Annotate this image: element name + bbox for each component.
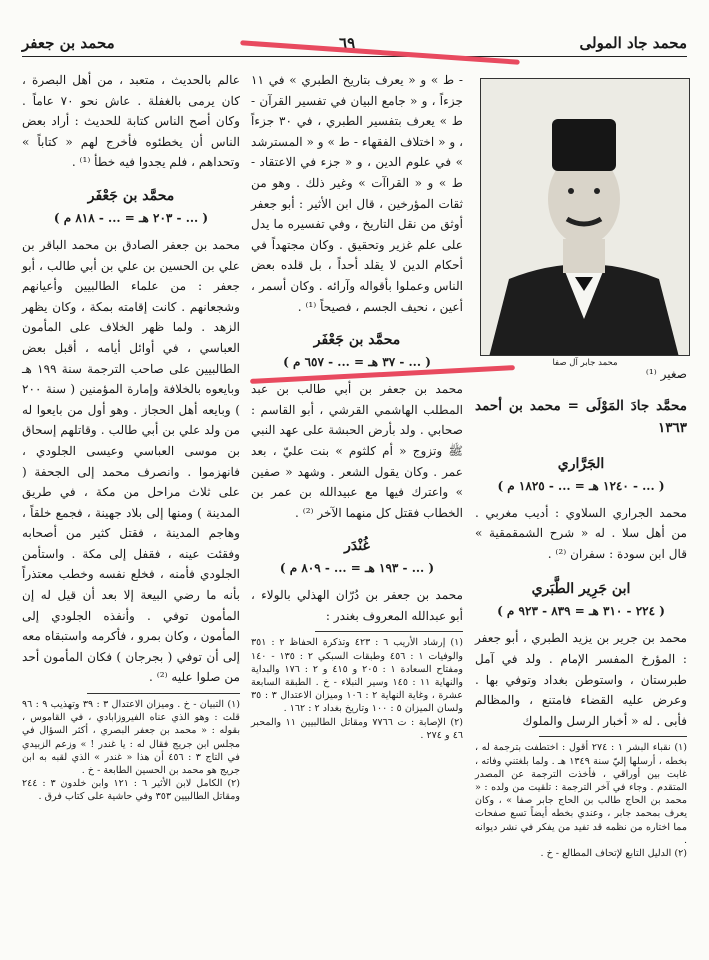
- entry-title-jarrari: الجَرَّاري: [557, 455, 605, 472]
- entry-text-muhammad-ibn-jafar-1: محمد بن جعفر بن أبي طالب بن عبد المطلب الهاشمي القرشي ، أبو القاسم : صحابي . ولد بأرض الحبشة على عهد النبي ﷺ وتزوج « أم كلثوم » بنت عليّ ، بعد عمر . وكان يقول الشعر . وشهد « صفين » واعترك فيها مع عبيدالله بن عمر بن الخطاب فقتل كل منهما الآخر ⁽²⁾ .: [251, 382, 463, 520]
- entry-title-muhammad-ibn-jafar-2: محمَّد بن جَعْفَر: [87, 187, 175, 204]
- entry-dates-tabari: ( ٢٢٤ - ٣١٠ هـ = ٨٣٩ - ٩٢٣ م ): [497, 604, 665, 619]
- footnote-rule: [539, 736, 687, 737]
- carryover-text: صغير ⁽¹⁾: [645, 367, 687, 381]
- tabari-continuation: - ط » و « يعرف بتاريخ الطبري » في ١١ جزءاً ، و « جامع البيان في تفسير القرآن - ط » يعرف بتفسير الطبري ، في ٣٠ جزءاً ، و « اختلاف الفقهاء - ط » و « المسترشد » في علوم الدين ، و « جزء في الاعتقاد - ط » و « القراآت » وغير ذلك . وهو من ثقات المؤرخين ، قال ابن الأثير : أبو جعفر أوثق من نقل التاريخ ، وفي تفسيره ما يدل على علم غزير وتحقيق . وكان مجتهداً في أحكام الدين لا يقلد أحداً ، بل قلده بعض الناس وعملوا بأقواله وآرائه . وكان أسمر ، أعين ، نحيف الجسم ، فصيحاً ⁽¹⁾ .: [251, 73, 463, 314]
- footnote-rule: [315, 631, 463, 632]
- entry-text-ghundar: محمد بن جعفر بن دُرّان الهذلي بالولاء ، أبو عبدالله المعروف بغندر :: [251, 588, 463, 623]
- footnotes-left: (١) التبيان - خ . وميزان الاعتدال ٣ : ٣٩ وتهذيب ٩ : ٩٦ قلت : وهو الذي عناه الفيروزابادي ، في القاموس ، بقوله : « محمد بن جعفر البصري ، أكثر السؤال في مجلس ابن جريج فقال له : يا غندر ! » وزعم الزبيدي في التاج ٣ : ٤٥٦ أن هذا « غندر » الذي لقبه به ابن جريج هو محمد بن الحسين الطابعة - خ . (٢) الكامل لابن الأثير ٦ : ١٢١ وابن خلدون ٣ : ٢٤٤ ومقاتل الطالبيين ٣٥٣ وفي حاشية على كتاب فرق .: [22, 699, 241, 803]
- entry-dates-jarrari: ( ... - ١٢٤٠ هـ = ... - ١٨٢٥ م ): [497, 478, 665, 493]
- ghundar-continuation: عالم بالحديث ، متعبد ، من أهل البصرة ، كان يرمى بالغفلة . عاش نحو ٧٠ عاماً . وكان أصح الناس كتابة للحديث : أراد بعض الناس أن يخطئوه فأخرج لهم « كتاباً » وتحداهم ، فلم يجدوا فيه خطأ ⁽¹⁾ .: [22, 73, 240, 170]
- header-rule: [22, 56, 687, 57]
- header-left-title: محمد بن جعفر: [22, 34, 115, 52]
- footnote-rule: [87, 693, 240, 694]
- portrait-photo: [480, 78, 690, 356]
- entry-title-muhammad-ibn-jafar-1: محمَّد بن جَعْفَر: [313, 332, 401, 349]
- header-right-title: محمد جاد المولى: [579, 34, 687, 52]
- footnotes-middle: (١) إرشاد الأريب ٦ : ٤٢٣ وتذكرة الحفاظ ٢ : ٣٥١ والوفيات ١ : ٤٥٦ وطبقات السبكي ٢ : ١٣٥ - ١٤٠ ومفتاح السعادة ١ : ٢٠٥ و ٤١٥ و ٢ : ١٧٦ والبداية والنهاية ١١ : ١٤٥ وسير النبلاء - خ . الطبقة السابعة عشرة ، وغاية النهاية ٢ : ١٠٦ وميزان الاعتدال ٣ : ٣٥ ولسان الميزان ٥ : ١٠٠ وتاريخ بغداد ٢ : ١٦٢ . (٢) الإصابة : ت ٧٧٦٦ ومقاتل الطالبيين ١١ والمحبر ٤٦ و ٢٧٤ .: [251, 637, 464, 741]
- photo-caption: محمد جابر آل صفا: [552, 358, 618, 368]
- column-left: [22, 70, 240, 804]
- entry-text-tabari: محمد بن جرير بن يزيد الطبري ، أبو جعفر : المؤرخ المفسر الإمام . ولد في آمل طبرستان ، واستوطن بغداد وتوفي بها . وعرض عليه القضاء فامتنع ، والمظالم فأبى . له « أخبار الرسل والملوك: [475, 631, 687, 728]
- entry-dates-ghundar: ( ... - ١٩٣ هـ = ... - ٨٠٩ م ): [279, 561, 435, 576]
- entry-text-muhammad-ibn-jafar-2: محمد بن جعفر الصادق بن محمد الباقر بن علي بن الحسين بن علي بن أبي طالب ، أبو جعفر : من علماء الطالبيين وأعيانهم وشجعانهم . كانت إقامته بمكة ، وكان يظهر الزهد . ولما ظهر الخلاف على المأمون العباسي ، في أوائل أيامه ، أقبل بعض الطالبيين على صاحب الترجمة سنة ١٩٩ هـ وبايعوه بالخلافة وإمارة المؤمنين ( سنة ٢٠٠ ) وبايعه أهل الحجاز . وهو أول من بايعوا له من ولد علي بن أبي طالب . وقاتلهم إسحاق بن موسى العباسي وعيسى الجلودي ، فانهزموا . وانصرف محمد إلى الجحفة ( على ثلاث مراحل من مكة ، في طريق المدينة ) ومنها إلى بلاد جهينة ، فجمع خلقاً ، وهاجم المدينة ، فقتل كثير من أصحابه وفقئت عينه ، فقفل إلى مكة . واستأمن الجلودي فأمنه ، فخلع نفسه وخطب معتذراً بأنه ما رضي البيعة إلا بعد أن قيل له إن المأمون توفي . وأنفذه الجلودي إلى المأمون ، وكان بمرو ، فأكرمه واستبقاه معه إلى أن توفي ( بجرجان ) فكان المأمون أحد من صلوا عليه ⁽²⁾ .: [22, 237, 241, 685]
- footnotes-right: (١) نقباء البشر ١ : ٢٧٤ أقول : اختطفت بترجمة له ، بخطه ، أرسلها إليّ سنة ١٣٤٩ هـ . ولما بلغتني وفاته ، غابت بين أوراقي ، فأخذت الترجمة عن المصدر المتقدم . وجاء في آخر الترجمة : تلقيت من ولده : « محمد بن الحاج طالب بن الحاج جابر صفا » ، وكان يعرف بمحمد جابر ، وعندي بخطه أيضاً تسع صفحات مما اختاره من نظمه قد تفيد من يفكر في نشر ديوانه . (٢) الدليل التابع لإتحاف المطالع - خ .: [475, 742, 687, 859]
- entry-text-jarrari: محمد الجراري السلاوي : أديب مغربي . من أهل سلا . له « شرح الشمقمقية » قال ابن سودة : سفران ⁽²⁾ .: [475, 505, 687, 561]
- entry-title-tabari: ابن جَرِير الطَّبَري: [531, 581, 631, 598]
- entry-jad-almawla: محمَّد جادَ المَوْلَى = محمد بن أحمد ١٣٦٣: [475, 397, 687, 436]
- entry-title-ghundar: غُنْدَر: [344, 538, 370, 555]
- column-middle: [251, 70, 463, 742]
- portrait-illustration: [480, 79, 689, 356]
- column-right: [475, 364, 687, 860]
- entry-dates-muhammad-ibn-jafar-2: ( ... - ٢٠٣ هـ = ... - ٨١٨ م ): [53, 210, 209, 225]
- page-number: ٦٩: [339, 34, 356, 52]
- entry-dates-muhammad-ibn-jafar-1: ( ... - ٣٧ هـ = ... - ٦٥٧ م ): [283, 355, 431, 370]
